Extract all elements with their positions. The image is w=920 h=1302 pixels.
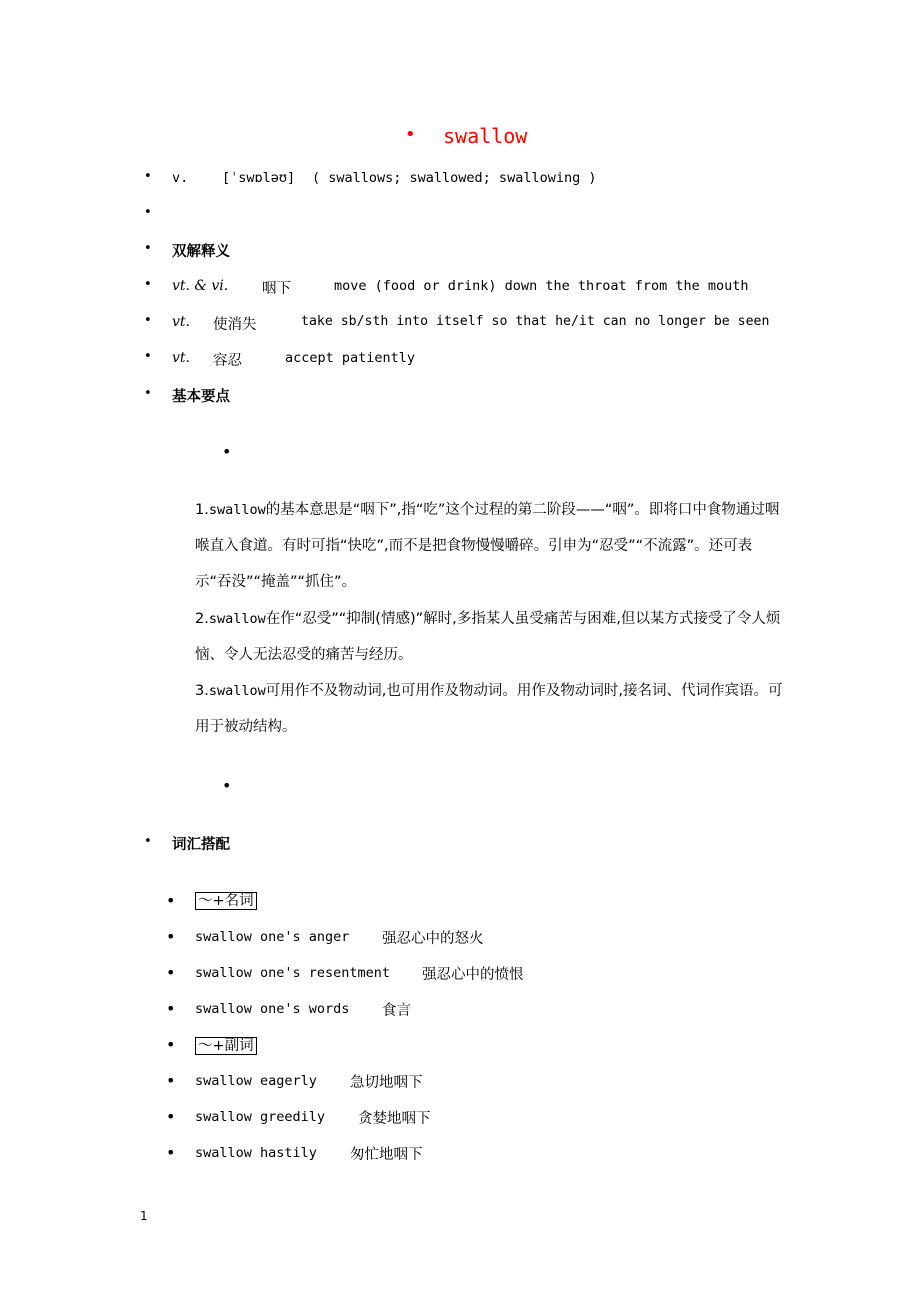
- part-of-speech: v.: [172, 170, 189, 186]
- definition-pos: vt.: [172, 314, 190, 330]
- phonetic: [ˈswɒləʊ]: [222, 170, 296, 186]
- key-point-paragraph: [195, 601, 785, 673]
- list-bullet: •: [144, 386, 152, 401]
- definition-en: move (food or drink) down the throat from the mouth: [334, 278, 749, 294]
- definition-cn: 容忍: [213, 353, 242, 369]
- key-point-text: 在作“忍受”“抑制(情感)”解时,多指某人虽受痛苦与困难,但以某方式接受了令人烦恼、令人无法忍受的痛苦与经历。: [195, 611, 781, 663]
- collocation-en: swallow eagerly: [195, 1073, 317, 1089]
- collocation-cn: 贪婪地咽下: [358, 1111, 431, 1127]
- key-point-word: swallow: [208, 611, 266, 627]
- collocation-en: swallow greedily: [195, 1109, 326, 1125]
- list-bullet: •: [166, 1143, 176, 1162]
- key-point-number: 2.: [195, 611, 209, 627]
- definition-cn: 咽下: [262, 281, 291, 297]
- definition-en: take sb/sth into itself so that he/it can no longer be seen: [301, 314, 770, 329]
- list-bullet: •: [166, 891, 176, 910]
- key-point-number: 3.: [195, 683, 209, 699]
- definition-cn: 使消失: [213, 317, 257, 333]
- list-bullet: •: [166, 927, 176, 946]
- collocation-cn: 强忍心中的怒火: [382, 931, 484, 947]
- collocation-cn: 急切地咽下: [350, 1075, 423, 1091]
- list-bullet: •: [144, 277, 152, 292]
- list-bullet: •: [166, 1107, 176, 1126]
- list-bullet: •: [144, 205, 152, 220]
- section-heading-key-points: 基本要点: [172, 389, 230, 405]
- key-point-paragraph: [195, 492, 785, 600]
- collocation-header-noun: ～+名词: [195, 889, 257, 910]
- list-bullet: •: [166, 1035, 176, 1054]
- list-bullet: •: [166, 963, 176, 982]
- word-forms: ( swallows; swallowed; swallowing ): [312, 170, 597, 186]
- collocation-en: swallow one's anger: [195, 929, 350, 945]
- list-bullet: •: [144, 834, 152, 849]
- list-bullet: •: [144, 313, 152, 328]
- section-heading-definitions: 双解释义: [172, 244, 230, 260]
- collocation-header-adverb: ～+副词: [195, 1034, 257, 1055]
- collocation-cn: 强忍心中的愤恨: [422, 967, 524, 983]
- list-bullet: •: [144, 169, 152, 184]
- collocation-en: swallow one's words: [195, 1001, 350, 1017]
- collocation-en: swallow hastily: [195, 1145, 317, 1161]
- page-number: 1: [140, 1209, 148, 1223]
- definition-pos: vt. & vi.: [172, 278, 229, 294]
- list-bullet: •: [222, 776, 232, 795]
- key-point-word: swallow: [208, 683, 266, 699]
- collocation-en: swallow one's resentment: [195, 965, 391, 981]
- key-point-paragraph: [195, 673, 785, 745]
- list-bullet: •: [144, 349, 152, 364]
- list-bullet: •: [166, 999, 176, 1018]
- collocation-cn: 食言: [382, 1003, 411, 1019]
- definition-en: accept patiently: [285, 350, 416, 366]
- list-bullet: •: [166, 1071, 176, 1090]
- key-point-text: 可用作不及物动词,也可用作及物动词。用作及物动词时,接名词、代词作宾语。可用于被动结构。: [195, 683, 783, 735]
- page-title: swallow: [443, 124, 528, 148]
- list-bullet: •: [222, 442, 232, 461]
- section-heading-collocations: 词汇搭配: [172, 837, 230, 853]
- definition-pos: vt.: [172, 350, 190, 366]
- title-bullet: •: [405, 124, 416, 145]
- key-point-number: 1.: [195, 502, 209, 518]
- key-point-word: swallow: [208, 502, 266, 518]
- list-bullet: •: [144, 241, 152, 256]
- key-point-text: 的基本意思是“咽下”,指“吃”这个过程的第二阶段——“咽”。即将口中食物通过咽喉直入食道。有时可指“快吃”,而不是把食物慢慢嚼碎。引申为“忍受”“不流露”。还可表示“吞没”“掩盖”“抓住”。: [195, 502, 780, 590]
- collocation-cn: 匆忙地咽下: [350, 1147, 423, 1163]
